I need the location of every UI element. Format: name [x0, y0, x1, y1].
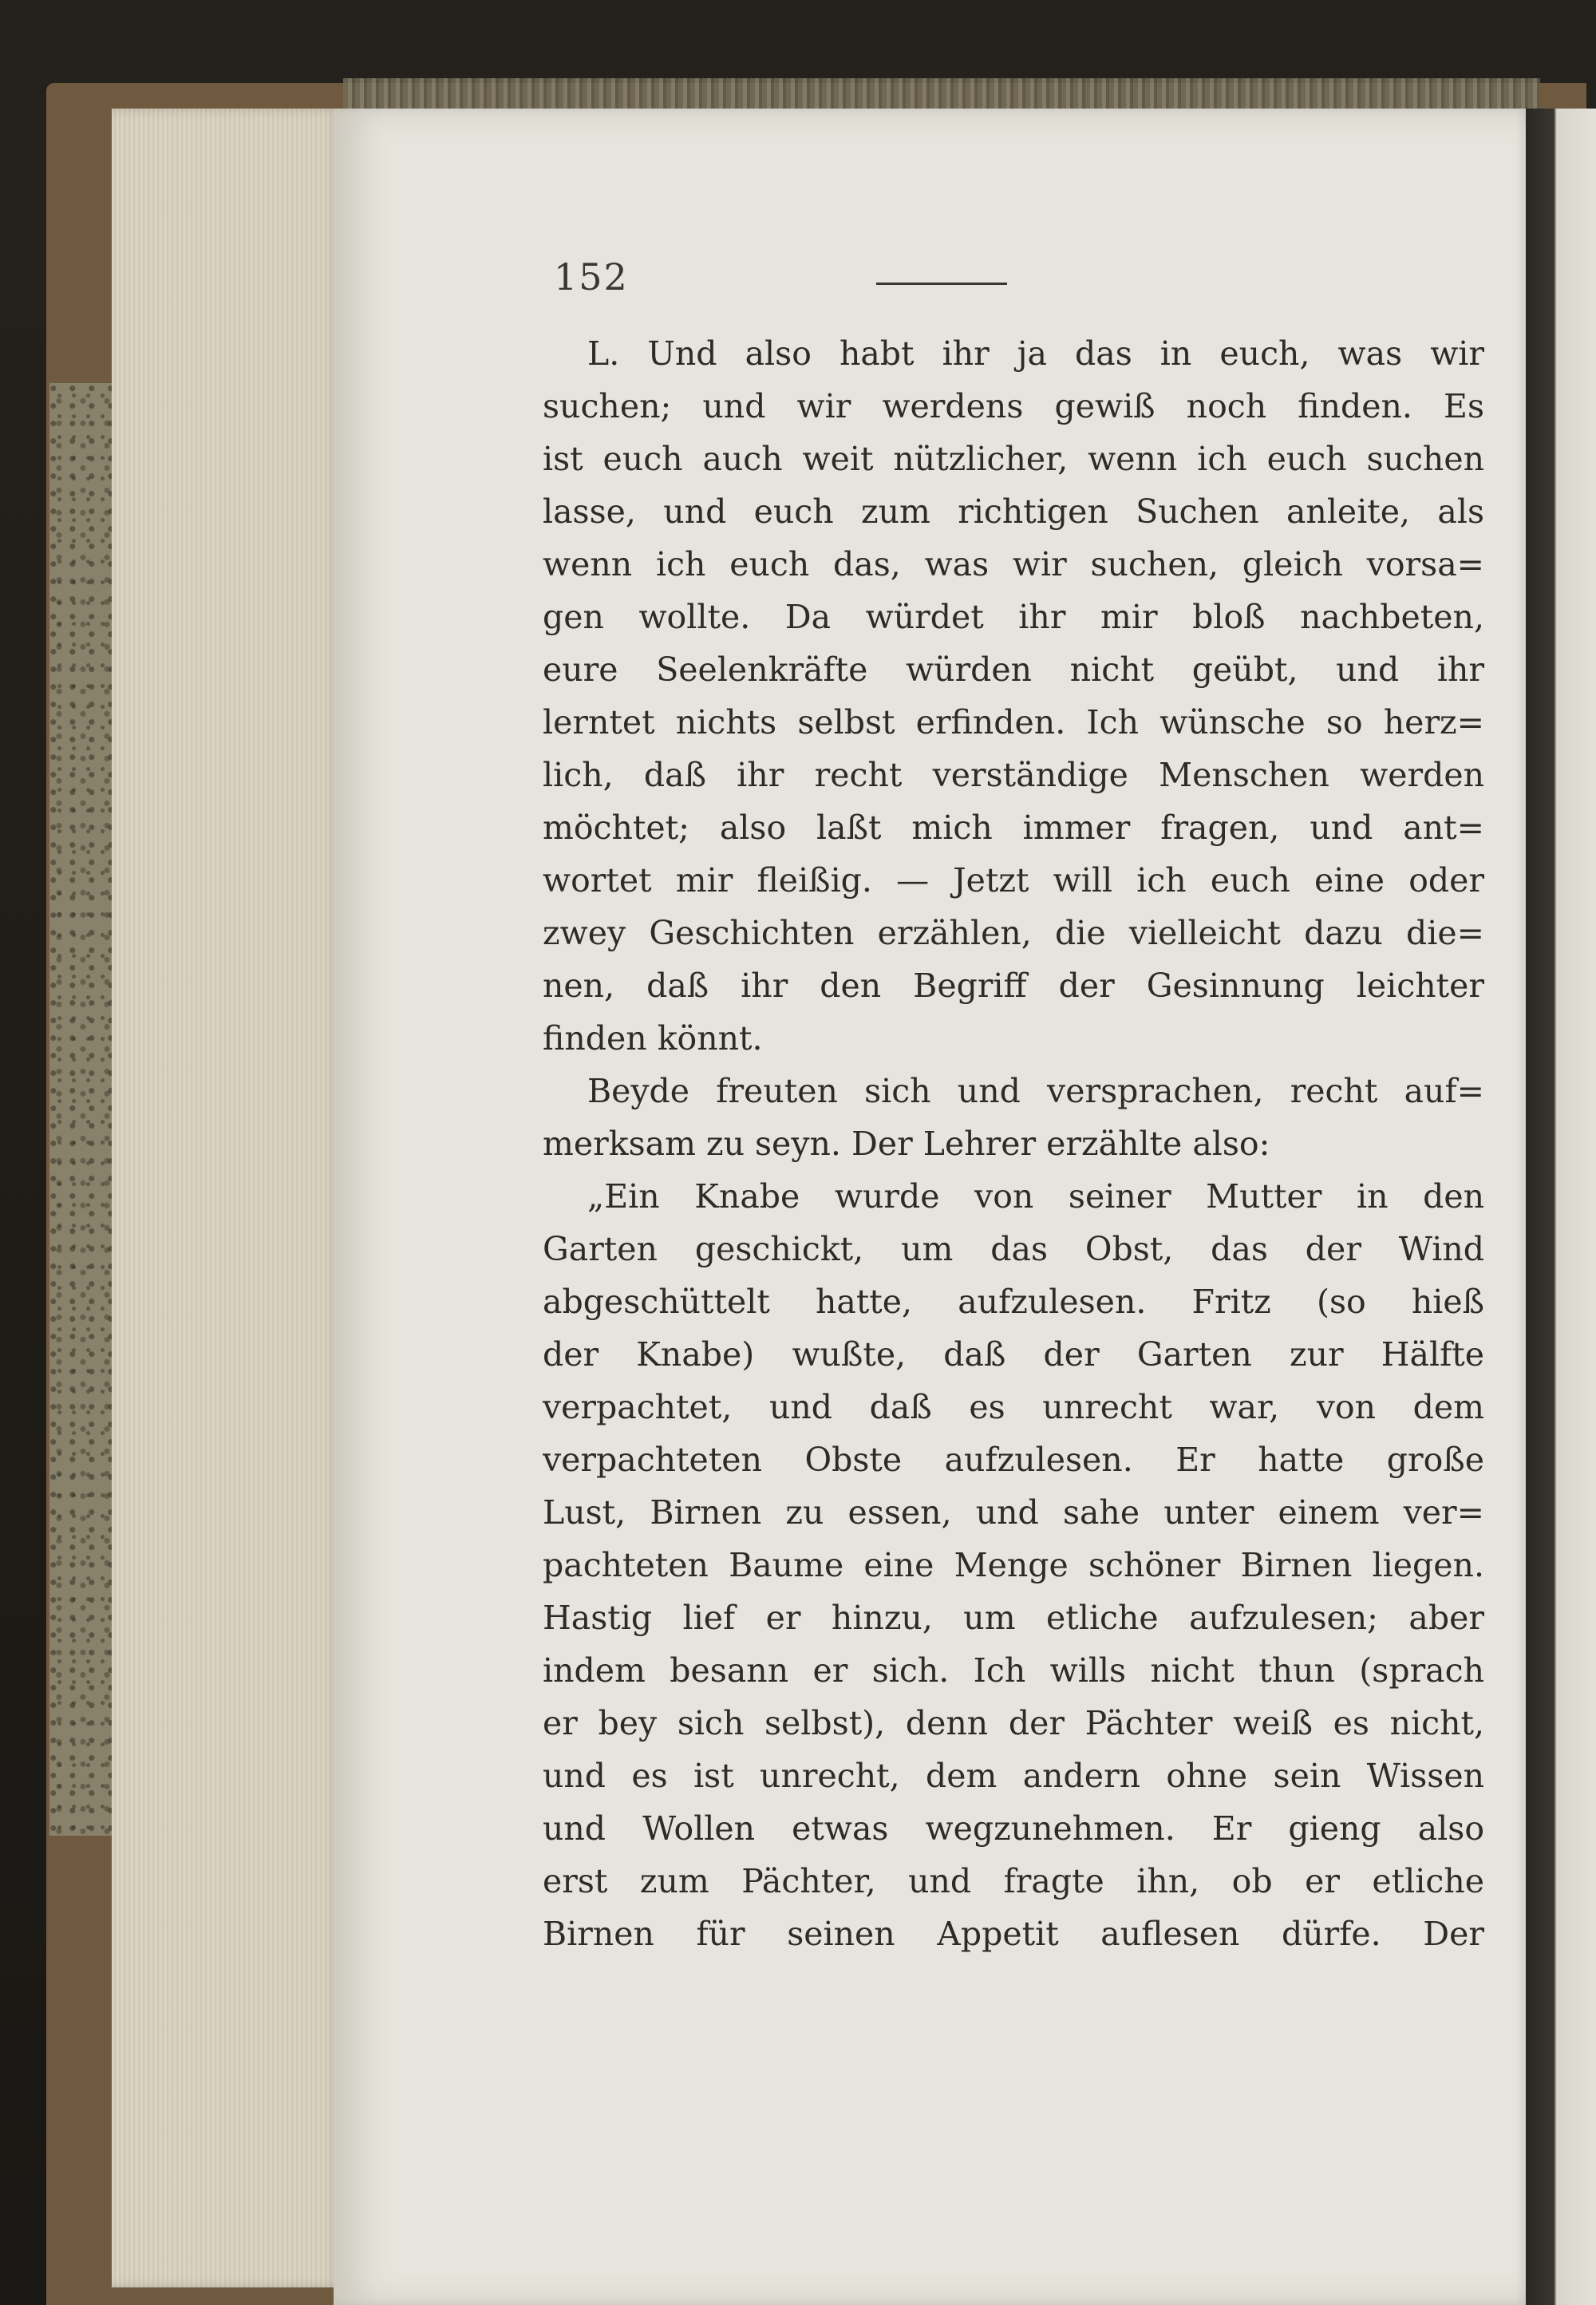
body-text: [543, 327, 1484, 2067]
text-line: verpachteten Obste aufzulesen. Er hatte große: [543, 1441, 1484, 1479]
text-line: wenn ich euch das, was wir suchen, gleich vorsa=: [543, 545, 1484, 583]
text-line: lich, daß ihr recht verständige Menschen werden: [543, 756, 1484, 794]
text-line: wortet mir fleißig. — Jetzt will ich euch eine oder: [543, 861, 1484, 899]
text-line: Beyde freuten sich und versprachen, recht auf=: [587, 1072, 1484, 1110]
text-line: der Knabe) wußte, daß der Garten zur Hälfte: [543, 1335, 1484, 1374]
text-line: nen, daß ihr den Begriff der Gesinnung leichter: [543, 967, 1484, 1005]
text-line: ist euch auch weit nützlicher, wenn ich euch suchen: [543, 440, 1484, 478]
text-line: merksam zu seyn. Der Lehrer erzählte also:: [543, 1125, 1270, 1163]
page-number: 152: [554, 255, 629, 299]
text-line: erst zum Pächter, und fragte ihn, ob er etliche: [543, 1862, 1484, 1900]
text-line: möchtet; also laßt mich immer fragen, und ant=: [543, 809, 1484, 847]
text-line: suchen; und wir werdens gewiß noch finden. Es: [543, 387, 1484, 425]
text-line: und Wollen etwas wegzunehmen. Er gieng also: [543, 1809, 1484, 1848]
text-line: Lust, Birnen zu essen, und sahe unter einem ver=: [543, 1493, 1484, 1532]
text-line: lerntet nichts selbst erfinden. Ich wünsche so herz=: [543, 703, 1484, 741]
text-line: Birnen für seinen Appetit auflesen dürfe. Der: [543, 1915, 1484, 1953]
text-line: indem besann er sich. Ich wills nicht thun (sprach: [543, 1651, 1484, 1690]
text-line: lasse, und euch zum richtigen Suchen anleite, als: [543, 492, 1484, 531]
top-edge: [343, 78, 1540, 110]
marbled-board: [49, 383, 121, 1836]
text-line: eure Seelenkräfte würden nicht geübt, und ihr: [543, 650, 1484, 689]
facing-page-edge: [1526, 109, 1596, 2305]
text-line: und es ist unrecht, dem andern ohne sein Wissen: [543, 1757, 1484, 1795]
header-rule: [876, 283, 1007, 285]
text-line: abgeschüttelt hatte, aufzulesen. Fritz (so hieß: [543, 1283, 1484, 1321]
text-line: verpachtet, und daß es unrecht war, von dem: [543, 1388, 1484, 1426]
text-line: gen wollte. Da würdet ihr mir bloß nachbeten,: [543, 598, 1484, 636]
text-line: Hastig lief er hinzu, um etliche aufzulesen; aber: [543, 1599, 1484, 1637]
text-line: finden könnt.: [543, 1019, 763, 1058]
text-line: zwey Geschichten erzählen, die vielleicht dazu die=: [543, 914, 1484, 952]
running-head: [554, 255, 1112, 311]
text-line: er bey sich selbst), denn der Pächter weiß es nicht,: [543, 1704, 1484, 1742]
text-line: pachteten Baume eine Menge schöner Birnen liegen.: [543, 1546, 1484, 1584]
page-edges: [112, 109, 343, 2287]
text-line: L. Und also habt ihr ja das in euch, was wir: [587, 334, 1484, 373]
text-line: Garten geschickt, um das Obst, das der Wind: [543, 1230, 1484, 1268]
text-line: „Ein Knabe wurde von seiner Mutter in den: [587, 1177, 1484, 1216]
